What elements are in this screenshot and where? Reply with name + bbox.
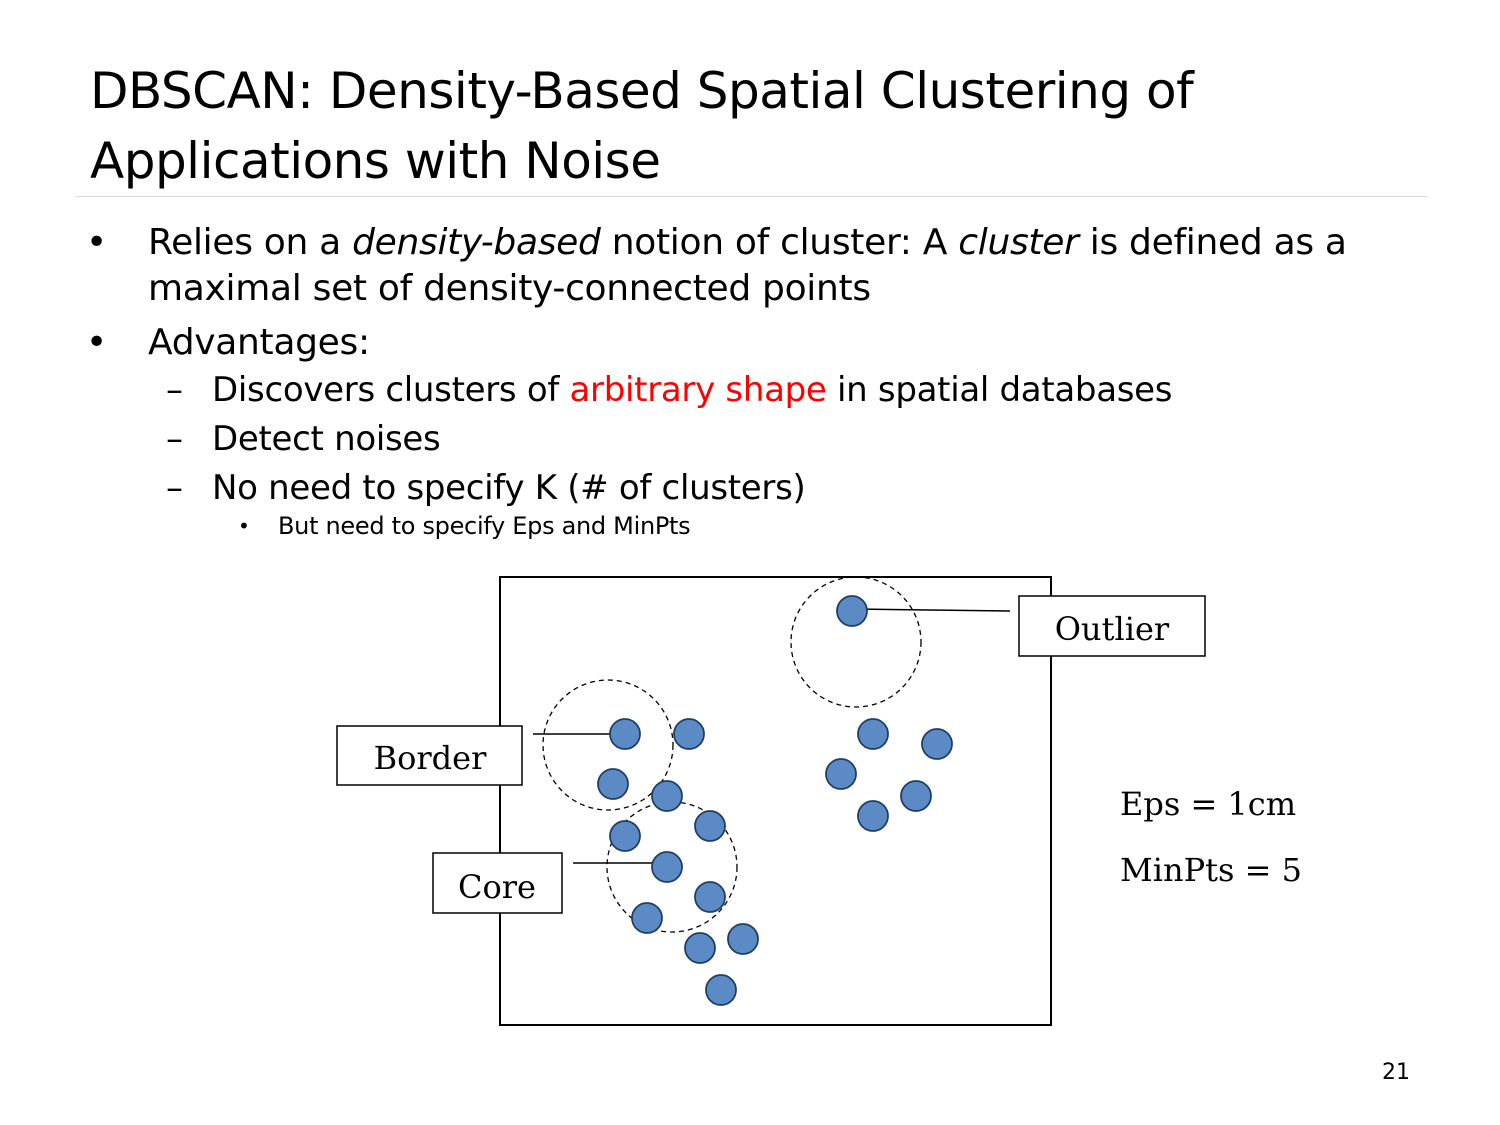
title-line-1: DBSCAN: Density-Based Spatial Clustering of (90, 62, 1194, 120)
dash-icon: – (166, 419, 183, 459)
core-label: Core (458, 868, 536, 906)
data-point (632, 903, 662, 933)
data-point (858, 801, 888, 831)
page-number: 21 (1382, 1060, 1410, 1085)
data-point-outlier (837, 596, 867, 626)
data-point-border (610, 719, 640, 749)
border-label-box (337, 726, 522, 785)
title-line-2: Applications with Noise (90, 132, 661, 190)
bullet-dot-icon: • (86, 222, 107, 263)
data-point (858, 719, 888, 749)
bullet-dot-icon: • (238, 514, 250, 538)
data-point (598, 769, 628, 799)
dash-icon: – (166, 468, 183, 508)
sub-bullet-text: No need to specify K (# of clusters) (212, 468, 806, 508)
data-point (695, 811, 725, 841)
outlier-label: Outlier (1054, 610, 1170, 648)
data-point (826, 759, 856, 789)
core-label-box (433, 853, 562, 913)
data-points (598, 596, 952, 1005)
text-segment-italic: cluster (958, 222, 1079, 263)
bullet-text: Advantages: (148, 322, 370, 363)
data-point (695, 882, 725, 912)
text-segment: notion of cluster: A (600, 222, 959, 263)
data-point (728, 924, 758, 954)
bullet-dot-icon: • (86, 322, 107, 363)
sub-sub-bullet-text: But need to specify Eps and MinPts (278, 512, 691, 540)
data-point (652, 781, 682, 811)
border-label: Border (373, 739, 487, 777)
text-segment: Relies on a (148, 222, 353, 263)
text-segment: is defined as a maximal set of density-connected points (148, 222, 1347, 309)
diagram-frame (500, 577, 1051, 1025)
text-segment: in spatial databases (826, 370, 1173, 410)
dash-icon: – (166, 370, 183, 410)
text-segment-italic: density-based (352, 222, 601, 263)
data-point (706, 975, 736, 1005)
outlier-leader-line (852, 609, 1010, 611)
data-point (685, 933, 715, 963)
outlier-label-box (1019, 596, 1205, 656)
data-point-core (652, 852, 682, 882)
data-point (901, 781, 931, 811)
text-segment: Discovers clusters of (212, 370, 570, 410)
text-segment-highlight: arbitrary shape (569, 370, 827, 410)
sub-bullet-text: Detect noises (212, 419, 441, 459)
data-point (610, 821, 640, 851)
data-point (674, 719, 704, 749)
data-point (922, 729, 952, 759)
minpts-parameter: MinPts = 5 (1120, 851, 1302, 889)
eps-parameter: Eps = 1cm (1120, 785, 1297, 823)
